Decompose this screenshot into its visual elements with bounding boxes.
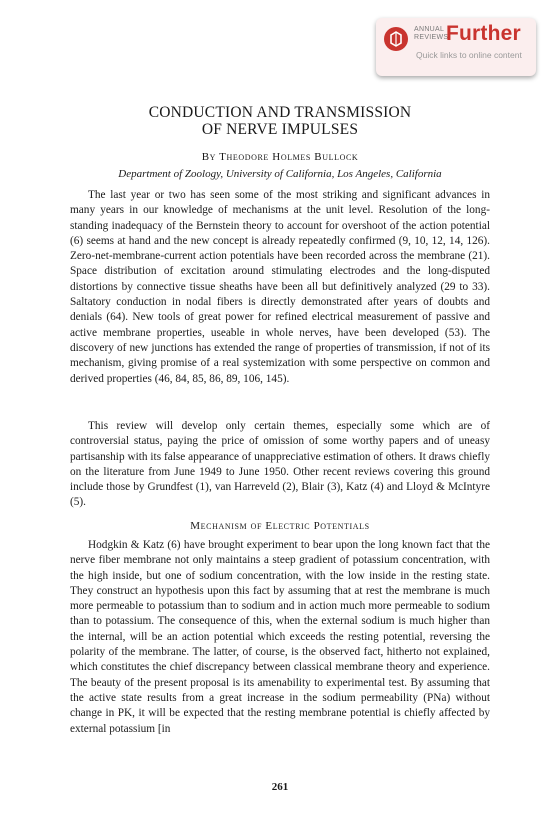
further-promo-badge[interactable] <box>376 18 536 76</box>
article-title-line-2: OF NERVE IMPULSES <box>201 121 359 138</box>
author-affiliation: Department of Zoology, University of California, Los Angeles, California <box>118 168 442 180</box>
paragraph-mechanism: Hodgkin & Katz (6) have brought experiment to bear upon the long known fact that the nerve fiber membrane not only maintains a steep gradient of potassium concentration, with the high inside, but one of sodium concentration, with the low inside in the resting state. They construct an hypothesis upon this fact by assuming that at rest the membrane is much more permeable to potassium than to sodium and in action much more permeable to sodium than to potassium. The consequence of this, when the external sodium is much higher than the internal, will be an action potential which exceeds the resting potential, reversing the polarity of the membrane. The latter, of course, is the observed fact, hitherto not explained, which constitutes the chief discrepancy between classical membrane theory and experience. The beauty of the present proposal is its amenability to experimental test. By assuming that the active state results from a great increase in the sodium permeability (PNa) without change in PK, it will be expected that the resting membrane potential is chiefly affected by external potassium [in <box>70 539 490 735</box>
further-tagline: Quick links to online content <box>416 50 522 60</box>
further-wordmark: Further <box>446 22 521 45</box>
page-number: 261 <box>271 781 289 793</box>
section-heading: Mechanism of Electric Potentials <box>190 520 370 532</box>
article-title-line-1: CONDUCTION AND TRANSMISSION <box>148 104 412 121</box>
paragraph-scope: This review will develop only certain themes, especially some which are of controversial status, paying the price of omission of some worthy papers and of uneasy partisanship with its false appearance of unappreciative estimation of others. It draws chiefly on the literature from June 1949 to June 1950. Other recent reviews covering this ground include those by Grundfest (1), van Harreveld (2), Blair (3), Katz (4) and Lloyd & McIntyre (5). <box>70 420 490 509</box>
publisher-label: ANNUAL REVIEWS <box>414 26 449 41</box>
paragraph-intro: The last year or two has seen some of the most striking and significant advances in many years in our knowledge of mechanisms at the unit level. Resolution of the long-standing inadequacy of the Bernstein theory to account for overshoot of the action potential (6) seems at hand and the new concept is already repeatedly confirmed (9, 10, 12, 14, 126). Zero-net-membrane-current action potentials have been recorded across the membrane (21). Space distribution of excitation around stimulating electrodes and the long-disputed distortions by connective tissue sheaths have been all but definitively analyzed (29 to 33). Saltatory conduction in nodal fibers is directly demonstrated after years of doubts and denials (64). New tools of great power for refined electrical measurement of passive and active membrane properties, useable in whole nerves, have been developed (53). The discovery of new junctions has extended the range of properties of transmission, if not of its mechanism, giving promise of a real systemization with some perspective on common and derived properties (46, 84, 85, 86, 89, 106, 145). <box>70 189 490 385</box>
author-byline: By Theodore Holmes Bullock <box>201 151 359 163</box>
annual-reviews-logo-icon <box>384 27 408 51</box>
